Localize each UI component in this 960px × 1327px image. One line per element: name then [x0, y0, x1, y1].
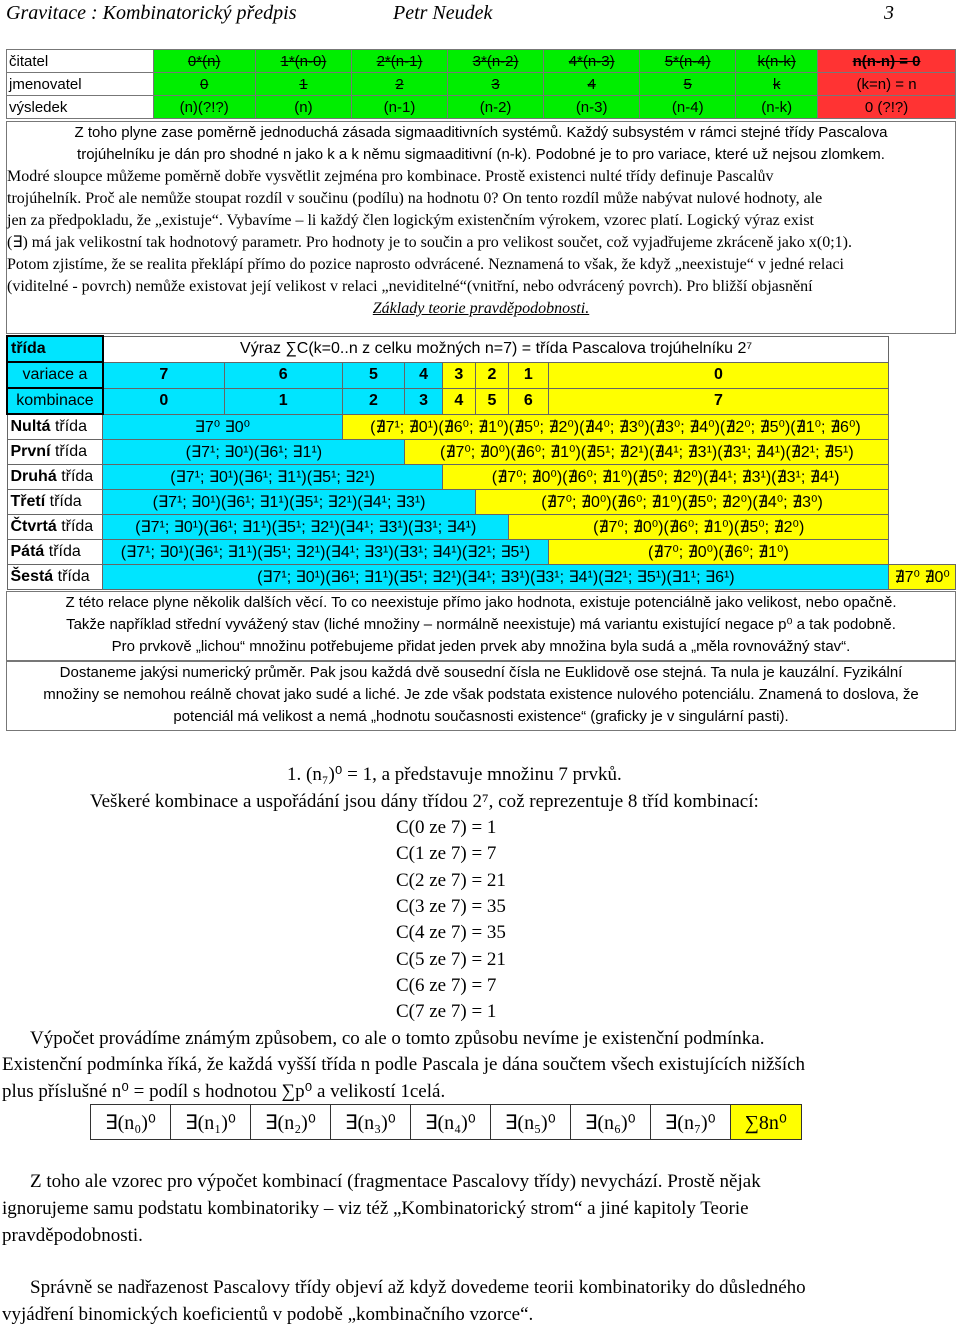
cyan-cell: (∃7¹; ∃0¹)(∃6¹; ∃1¹)(∃5¹; ∃2¹)(∃4¹; ∃3¹)(∃3¹; ∃4¹)(∃2¹; ∃5¹)(∃1¹; ∃6¹): [103, 565, 889, 590]
cyan-cell: ∃7⁰ ∃0⁰: [103, 414, 342, 440]
variace-cell: 0: [548, 362, 889, 388]
table-row: [7, 565, 956, 590]
class-name: Čtvrtá: [10, 518, 57, 535]
paragraph-line: Základy teorie pravděpodobnosti.: [372, 300, 590, 317]
cyan-cell: (∃7¹; ∃0¹)(∃6¹; ∃1¹)(∃5¹; ∃2¹): [103, 465, 442, 490]
paragraph-line: Potom zjistíme, že se realita překlápí přímo do pozice naprosto odvrácené. Neznamená to však, že když „neexistuje“ v jedné relaci: [7, 256, 844, 273]
variace-label: variace a: [7, 362, 103, 388]
table-cell: 5*(n-4): [640, 50, 736, 73]
paragraph-line: trojúhelník. Proč ale nemůže stoupat rozdíl v součinu (podílu) na hodnotu 0? On tento rozdíl může nabývat nulové hodnoty, ale: [7, 190, 823, 207]
class-suffix: třída: [48, 543, 81, 560]
class-suffix: třída: [54, 418, 87, 435]
class-name: Šestá: [10, 568, 54, 585]
kombinace-cell: 7: [548, 388, 889, 414]
row-label: jmenovatel: [7, 73, 154, 96]
combination-line: C(4 ze 7) = 35: [396, 922, 506, 944]
variace-cell: 3: [442, 362, 475, 388]
existence-cell: ∑8n⁰: [730, 1105, 801, 1140]
line-4: Existenční podmínka říká, že každá vyšší třída n podle Pascala je dána součtem všech existujících nižších: [2, 1054, 806, 1075]
existence-cell: ∃(n₆)⁰: [570, 1105, 650, 1140]
class-label: [7, 565, 103, 590]
head-label: třída: [7, 336, 103, 362]
row-label: výsledek: [7, 96, 154, 119]
combination-line: C(6 ze 7) = 7: [396, 974, 497, 996]
table-row: [7, 440, 956, 465]
table-cell: 5: [640, 73, 736, 96]
table-cell: 3: [448, 73, 544, 96]
table-cell: k(n-k): [736, 50, 818, 73]
variace-cell: 7: [103, 362, 224, 388]
class-name: První: [10, 443, 51, 460]
yellow-cell: (∄7⁰; ∄0⁰)(∄6⁰; ∄1⁰)(∄5¹; ∄2¹)(∄4¹; ∄3¹)(∄3¹; ∄4¹)(∄2¹; ∄5¹): [405, 440, 889, 465]
kombinace-cell: 0: [103, 388, 224, 414]
table-cell: (n): [255, 96, 351, 119]
paragraph-line: (∃) má jak velikostní tak hodnotový parametr. Pro hodnoty je to součin a pro velikost součet, což vyjadřujeme zkráceně jako x(0;1).: [7, 234, 852, 251]
class-suffix: třída: [54, 443, 87, 460]
class-name: Třetí: [10, 493, 46, 510]
class-label: [7, 414, 103, 440]
paragraph-line: Modré sloupce můžeme poměrně dobře vysvětlit zejména pro kombinace. Prostě existenci nulté třídy definuje Pascalův: [7, 168, 774, 185]
table-row: [7, 540, 956, 565]
table-cell: n(n-n) = 0: [818, 50, 956, 73]
document-title: Gravitace : Kombinatorický předpis: [6, 2, 297, 24]
yellow-cell: (∄7⁰; ∄0⁰)(∄6⁰; ∄1⁰): [548, 540, 889, 565]
line-5: plus příslušné n⁰ = podíl s hodnotou ∑p⁰ a velikostí 1celá.: [2, 1081, 446, 1102]
class-label: [7, 540, 103, 565]
variace-cell: 5: [342, 362, 405, 388]
combination-line: C(5 ze 7) = 21: [396, 948, 506, 970]
table-cell: 3*(n-2): [448, 50, 544, 73]
table-row: [7, 388, 956, 414]
class-suffix: třída: [49, 493, 82, 510]
variace-cell: 4: [405, 362, 443, 388]
kombinace-cell: 6: [509, 388, 548, 414]
existence-cell: ∃(n₇)⁰: [650, 1105, 730, 1140]
variace-cell: 6: [224, 362, 342, 388]
yellow-cell: ∄7⁰ ∄0⁰: [889, 565, 956, 590]
existence-cell: ∃(n₀)⁰: [91, 1105, 171, 1140]
table-cell: 2: [351, 73, 447, 96]
table-row: [7, 490, 956, 515]
yellow-cell: (∄7⁰; ∄0⁰)(∄6⁰; ∄1⁰)(∄5⁰; ∄2⁰)(∄4¹; ∄3¹)(∄3¹; ∄4¹): [442, 465, 888, 490]
existence-cell: ∃(n₃)⁰: [330, 1105, 410, 1140]
class-suffix: třída: [61, 518, 94, 535]
combination-line: C(2 ze 7) = 21: [396, 869, 506, 891]
combination-line: C(3 ze 7) = 35: [396, 895, 506, 917]
class-label: [7, 515, 103, 540]
table-cell: k: [736, 73, 818, 96]
variace-cell: 2: [475, 362, 508, 388]
class-label: [7, 440, 103, 465]
cyan-cell: (∃7¹; ∃0¹)(∃6¹; ∃1¹)(∃5¹; ∃2¹)(∃4¹; ∃3¹)(∃3¹; ∃4¹): [103, 515, 509, 540]
combination-line: C(0 ze 7) = 1: [396, 817, 497, 838]
cyan-cell: (∃7¹; ∃0¹)(∃6¹; ∃1¹): [103, 440, 405, 465]
table-cell: 1: [255, 73, 351, 96]
existence-cell: ∃(n₁)⁰: [170, 1105, 250, 1140]
class-suffix: třída: [57, 568, 90, 585]
yellow-cell: (∄7⁰; ∄0⁰)(∄6⁰; ∄1⁰)(∄5⁰; ∄2⁰)(∄4⁰; ∄3⁰): [475, 490, 889, 515]
combination-line: C(1 ze 7) = 7: [396, 843, 497, 865]
kombinace-cell: 5: [475, 388, 508, 414]
existence-cell: ∃(n₂)⁰: [250, 1105, 330, 1140]
table-row: [7, 414, 956, 440]
paragraph-line: (viditelné - povrch) nemůže existovat její velikost v relaci „neviditelné“(vnitřní, nebo odvrácený povrch). Pro bližší objasnění: [7, 278, 813, 295]
kombinace-label: kombinace: [7, 388, 103, 414]
page-header: [0, 0, 960, 28]
line-2: Veškeré kombinace a uspořádání jsou dány třídou 2⁷, což reprezentuje 8 tříd kombinací:: [90, 791, 759, 812]
kombinace-cell: 1: [224, 388, 342, 414]
existence-cell: ∃(n₅)⁰: [490, 1105, 570, 1140]
class-name: Nultá: [10, 418, 51, 435]
line-1: 1. (n₇)⁰ = 1, a představuje množinu 7 prvků.: [287, 764, 622, 785]
head-title: Výraz ∑C(k=0..n z celku možných n=7) = třída Pascalova trojúhelníku 2⁷: [103, 336, 889, 362]
class-label: [7, 465, 103, 490]
table-cell: 0: [153, 73, 255, 96]
class-label: [7, 490, 103, 515]
table-cell: (n-1): [351, 96, 447, 119]
class-name: Pátá: [10, 543, 45, 560]
class-suffix: třída: [61, 468, 94, 485]
table-row: [7, 336, 956, 362]
fraction-table: [6, 49, 956, 119]
table-row: [7, 96, 956, 119]
line-3: Výpočet provádíme známým způsobem, co ale o tomto způsobu nevíme je existenční podmínka.: [30, 1028, 765, 1049]
paragraph-line: množiny se nemohou reálně chovat jako sudé a liché. Je zde však podstata existence nulového potenciálu. Znamená to doslova, že: [43, 686, 919, 703]
paragraph-line: Z toho plyne zase poměrně jednoduchá zásada sigmaaditivních systémů. Každý subsystém v rámci stejné třídy Pascalova: [74, 124, 888, 141]
class-name: Druhá: [10, 468, 57, 485]
kombinace-cell: 2: [342, 388, 405, 414]
cyan-cell: (∃7¹; ∃0¹)(∃6¹; ∃1¹)(∃5¹; ∃2¹)(∃4¹; ∃3¹): [103, 490, 475, 515]
explanation-paragraph: [6, 121, 956, 334]
table-row: [7, 73, 956, 96]
row-label: čitatel: [7, 50, 154, 73]
paragraph-line: trojúhelníku je dán pro shodné n jako k a k němu sigmaaditivní (n-k). Podobné je to pro variace, které už nejsou zlomkem.: [77, 146, 885, 163]
combination-line: C(7 ze 7) = 1: [396, 1001, 497, 1023]
page-number: 3: [884, 2, 894, 24]
existence-table: [90, 1104, 802, 1140]
table-row: [7, 515, 956, 540]
paragraph-line: Pro prvkově „lichou“ množinu potřebujeme přidat jeden prvek aby množina byla sudá a „měla rovnovážný stav“.: [111, 638, 851, 655]
table-cell: (n-3): [544, 96, 640, 119]
kombinace-cell: 3: [405, 388, 443, 414]
tail-line: Správně se nadřazenost Pascalovy třídy objeví až když dovedeme teorii kombinatoriky do důsledného: [30, 1277, 806, 1298]
table-cell: 4: [544, 73, 640, 96]
table-cell: (k=n) = n: [818, 73, 956, 96]
tail-line: vyjádření binomických koeficientů v podobě „kombinačního vzorce“.: [2, 1304, 534, 1325]
table-cell: (n)(?!?): [153, 96, 255, 119]
paragraph-line: potenciál má velikost a nemá „hodnotu současnosti existence“ (graficky je v singulární pasti).: [173, 708, 789, 725]
relation-paragraph: [6, 591, 956, 661]
author: Petr Neudek: [393, 2, 493, 24]
paragraph-line: jen za předpokladu, že „existuje“. Vybavíme – li každý člen logickým existenčním výrokem, vzorec platí. Logický výraz exist: [7, 212, 814, 229]
table-cell: (n-4): [640, 96, 736, 119]
paragraph-line: Dostaneme jakýsi numerický průměr. Pak jsou každá dvě sousední čísla ne Euklidově ose stejná. Ta nula je kauzální. Fyzikální: [59, 664, 903, 681]
tail-line: pravděpodobnosti.: [2, 1225, 143, 1246]
table-cell: (n-2): [448, 96, 544, 119]
tail-line: Z toho ale vzorec pro výpočet kombinací (fragmentace Pascalovy třídy) nevychází. Prostě nějak: [30, 1171, 761, 1192]
table-cell: (n-k): [736, 96, 818, 119]
table-cell: 0 (?!?): [818, 96, 956, 119]
table-cell: 4*(n-3): [544, 50, 640, 73]
class-table: [6, 335, 956, 590]
table-cell: 2*(n-1): [351, 50, 447, 73]
table-row: [7, 362, 956, 388]
cyan-cell: (∃7¹; ∃0¹)(∃6¹; ∃1¹)(∃5¹; ∃2¹)(∃4¹; ∃3¹)(∃3¹; ∃4¹)(∃2¹; ∃5¹): [103, 540, 548, 565]
tail-line: ignorujeme samu podstatu kombinatoriky – viz též „Kombinatorický strom“ a jiné kapitoly Teorie: [2, 1198, 749, 1219]
table-row: [7, 50, 956, 73]
existence-cell: ∃(n₄)⁰: [410, 1105, 490, 1140]
paragraph-line: Z této relace plyne několik dalších věcí. To co neexistuje přímo jako hodnota, existuje potenciálně jako velikost, nebo opačně.: [65, 594, 897, 611]
yellow-cell: (∄7¹; ∄0¹)(∄6⁰; ∄1⁰)(∄5⁰; ∄2⁰)(∄4⁰; ∄3⁰)(∄3⁰; ∄4⁰)(∄2⁰; ∄5⁰)(∄1⁰; ∄6⁰): [342, 414, 889, 440]
table-row: [7, 465, 956, 490]
table-cell: 0*(n): [153, 50, 255, 73]
kombinace-cell: 4: [442, 388, 475, 414]
yellow-cell: (∄7⁰; ∄0⁰)(∄6⁰; ∄1⁰)(∄5⁰; ∄2⁰): [509, 515, 889, 540]
table-cell: 1*(n-0): [255, 50, 351, 73]
average-paragraph: [6, 661, 956, 731]
paragraph-line: Takže například střední vyvážený stav (liché množiny – normálně neexistuje) má variantu existující negace p⁰ a tak podobně.: [66, 616, 896, 633]
variace-cell: 1: [509, 362, 548, 388]
